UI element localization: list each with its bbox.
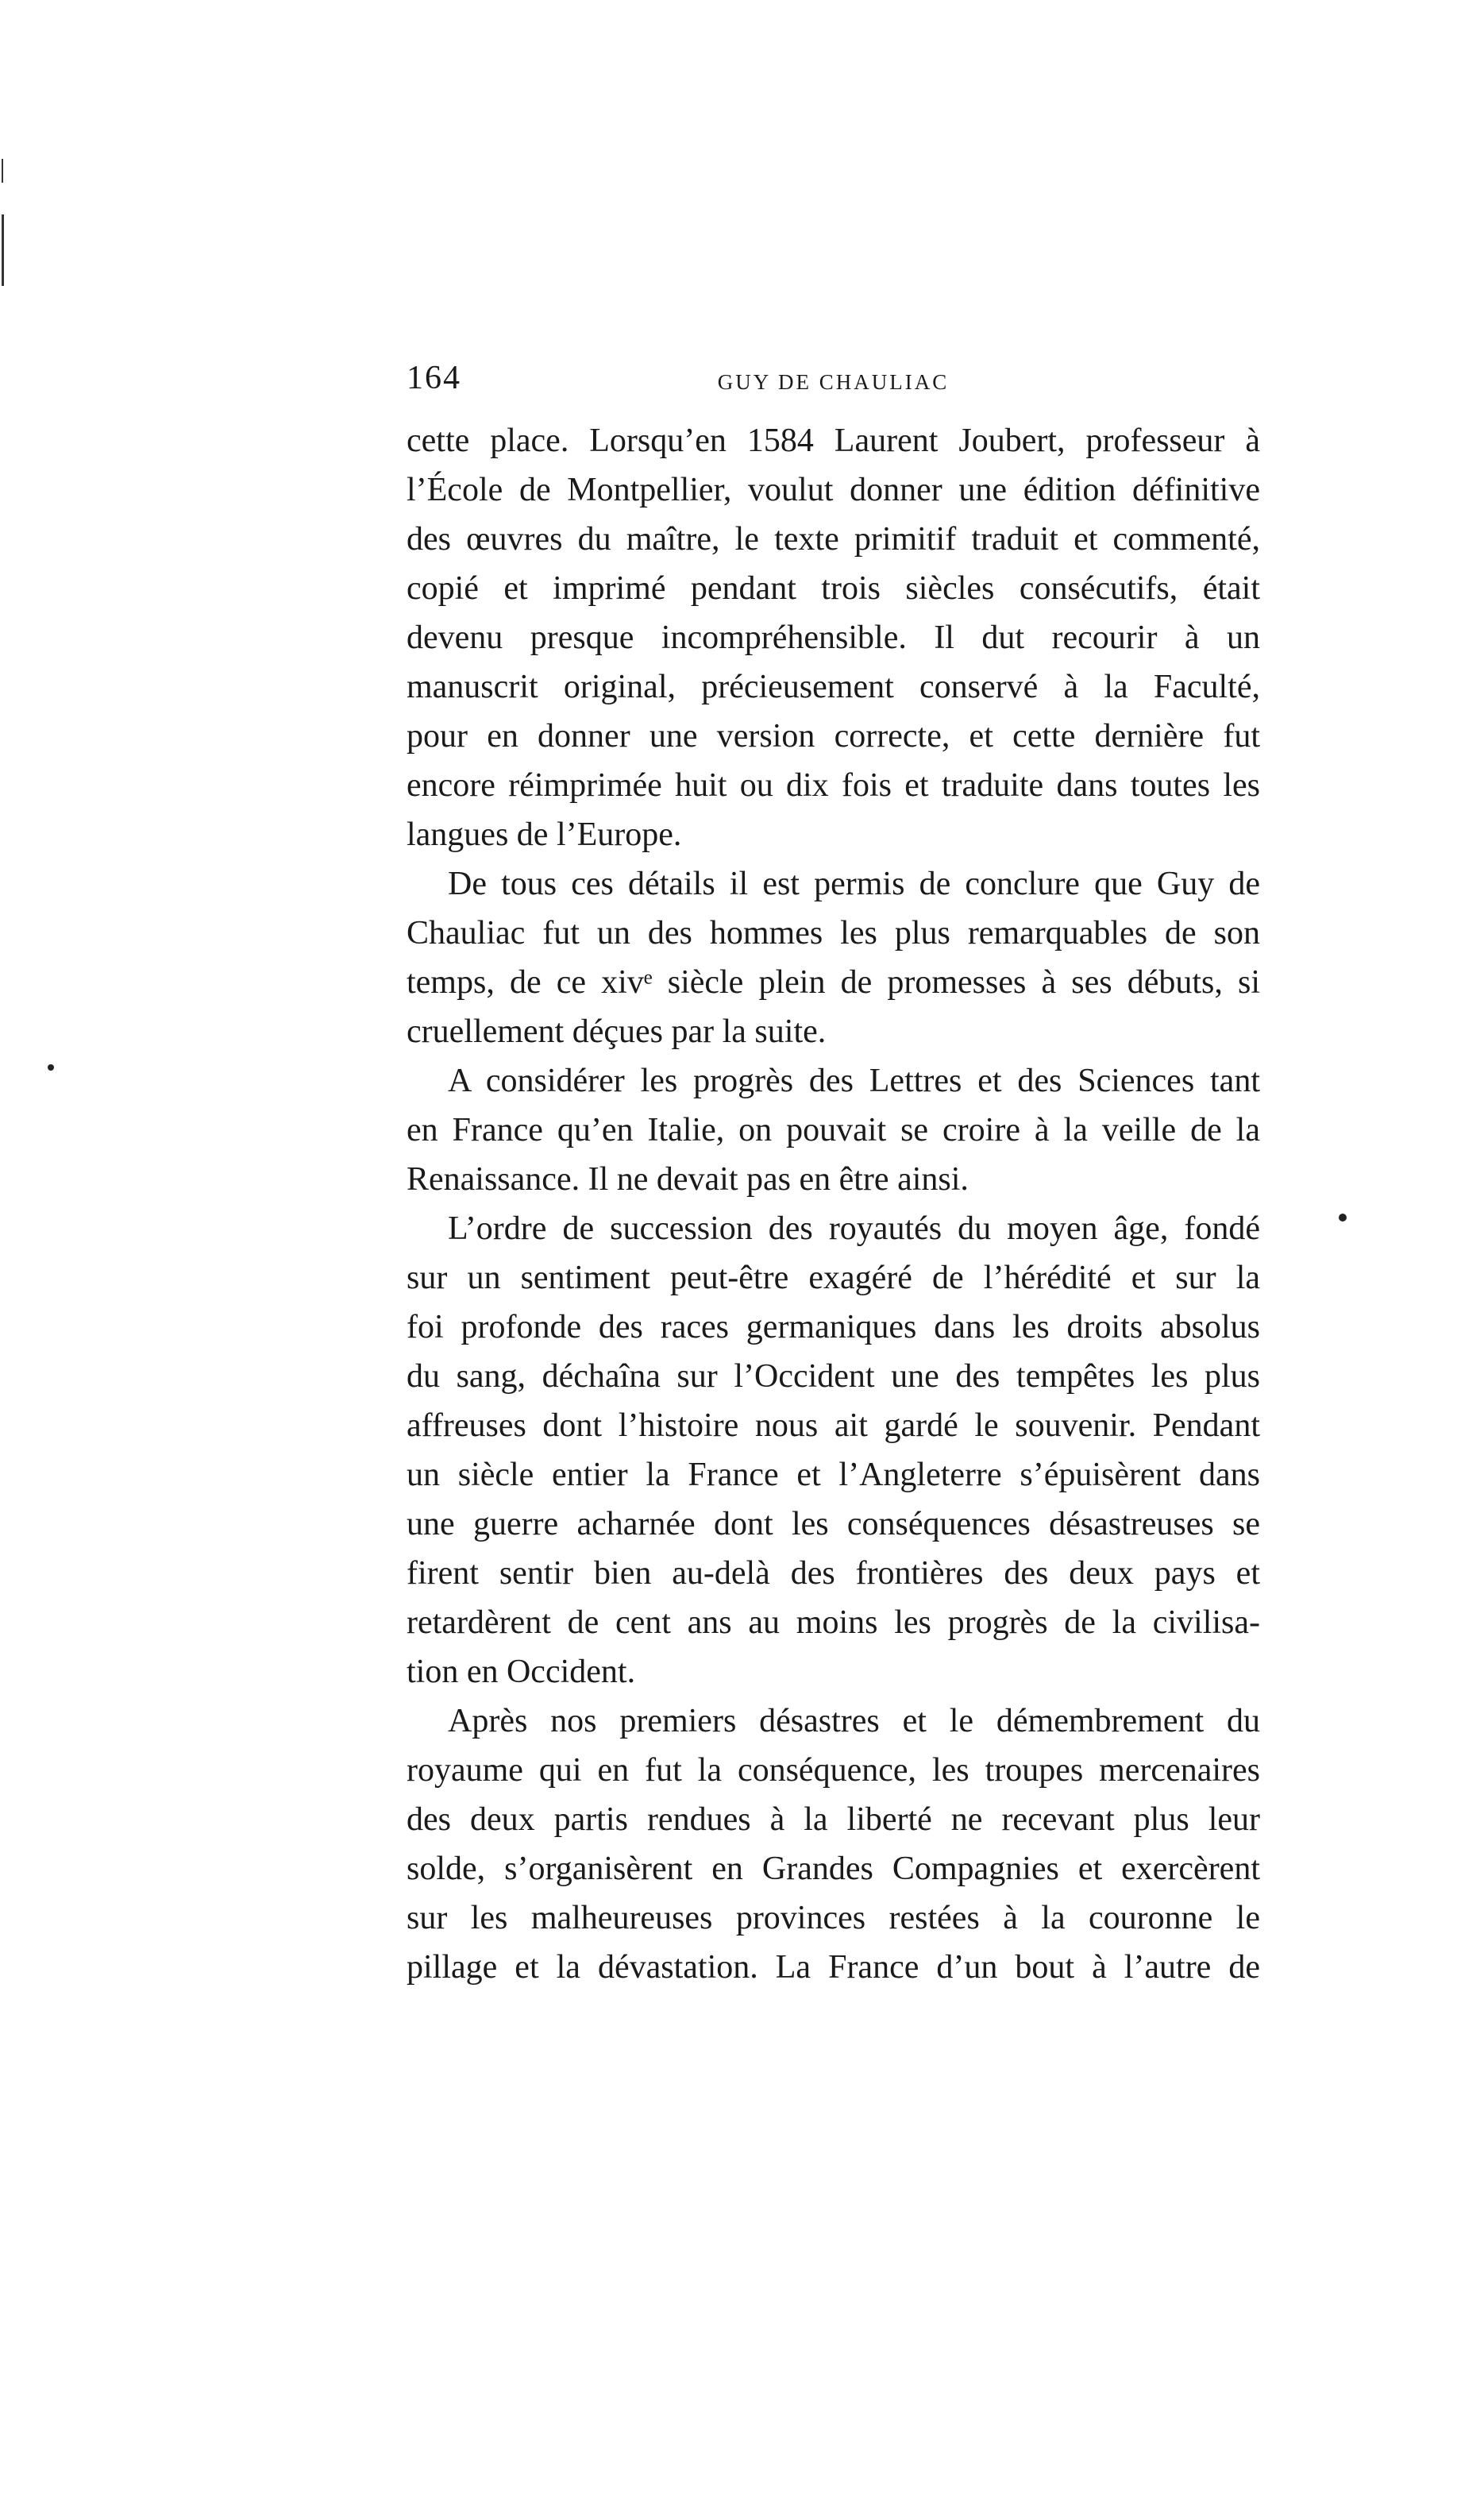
page-number: 164 — [407, 360, 461, 396]
text-line: foi profonde des races germaniques dans les droits absolus — [407, 1309, 1260, 1345]
text-line: A considérer les progrès des Lettres et des Sciences tant — [448, 1063, 1260, 1099]
text-line: copié et imprimé pendant trois siècles consécutifs, était — [407, 570, 1260, 607]
text-line: manuscrit original, précieusement conservé à la Faculté, — [407, 669, 1260, 705]
text-line: pour en donner une version correcte, et cette dernière fut — [407, 718, 1260, 755]
scan-edge-mark — [2, 159, 3, 183]
text-line: une guerre acharnée dont les conséquences désastreuses se — [407, 1506, 1260, 1542]
text-line: cruellement déçues par la suite. — [407, 1013, 827, 1050]
paragraph — [407, 1696, 1260, 1992]
text-line: des deux partis rendues à la liberté ne recevant plus leur — [407, 1801, 1260, 1838]
text-line: affreuses dont l’histoire nous ait gardé le souvenir. Pendant — [407, 1407, 1260, 1444]
body-text — [407, 416, 1260, 1992]
scan-speck — [48, 1064, 54, 1071]
paragraph — [407, 859, 1260, 1056]
text-line: pillage et la dévastation. La France d’un bout à l’autre de — [407, 1949, 1260, 1986]
text-line: royaume qui en fut la conséquence, les troupes mercenaires — [407, 1752, 1260, 1789]
text-line: un siècle entier la France et l’Angleterre s’épuisèrent dans — [407, 1457, 1260, 1493]
text-line: retardèrent de cent ans au moins les progrès de la civilisa- — [407, 1604, 1260, 1641]
text-line: des œuvres du maître, le texte primitif traduit et commenté, — [407, 521, 1260, 558]
text-line: encore réimprimée huit ou dix fois et traduite dans toutes les — [407, 767, 1260, 804]
text-line: Chauliac fut un des hommes les plus remarquables de son — [407, 915, 1260, 951]
text-line: devenu presque incompréhensible. Il dut recourir à un — [407, 619, 1260, 656]
text-line: tion en Occident. — [407, 1654, 636, 1690]
scan-edge-mark — [2, 214, 4, 286]
paragraph — [407, 1204, 1260, 1696]
paragraph — [407, 1056, 1260, 1204]
scan-speck — [1339, 1214, 1347, 1222]
text-line: l’École de Montpellier, voulut donner une édition définitive — [407, 472, 1260, 508]
text-line: Renaissance. Il ne devait pas en être ainsi. — [407, 1161, 969, 1198]
text-line: L’ordre de succession des royautés du moyen âge, fondé — [448, 1210, 1260, 1247]
paragraph — [407, 416, 1260, 859]
text-line: sur un sentiment peut-être exagéré de l’hérédité et sur la — [407, 1260, 1260, 1296]
page-header — [407, 359, 1260, 407]
text-line: en France qu’en Italie, on pouvait se croire à la veille de la — [407, 1112, 1260, 1148]
text-line: De tous ces détails il est permis de conclure que Guy de — [448, 866, 1260, 902]
text-line: Après nos premiers désastres et le démembrement du — [448, 1703, 1260, 1739]
text-line: temps, de ce xivᵉ siècle plein de promesses à ses débuts, si — [407, 964, 1260, 1001]
text-line: sur les malheureuses provinces restées à la couronne le — [407, 1900, 1260, 1936]
text-line: solde, s’organisèrent en Grandes Compagnies et exercèrent — [407, 1851, 1260, 1887]
running-title: GUY DE CHAULIAC — [717, 370, 950, 394]
text-line: firent sentir bien au-delà des frontières des deux pays et — [407, 1555, 1260, 1592]
text-line: du sang, déchaîna sur l’Occident une des tempêtes les plus — [407, 1358, 1260, 1395]
text-line: langues de l’Europe. — [407, 816, 682, 853]
text-line: cette place. Lorsqu’en 1584 Laurent Joubert, professeur à — [407, 423, 1260, 459]
